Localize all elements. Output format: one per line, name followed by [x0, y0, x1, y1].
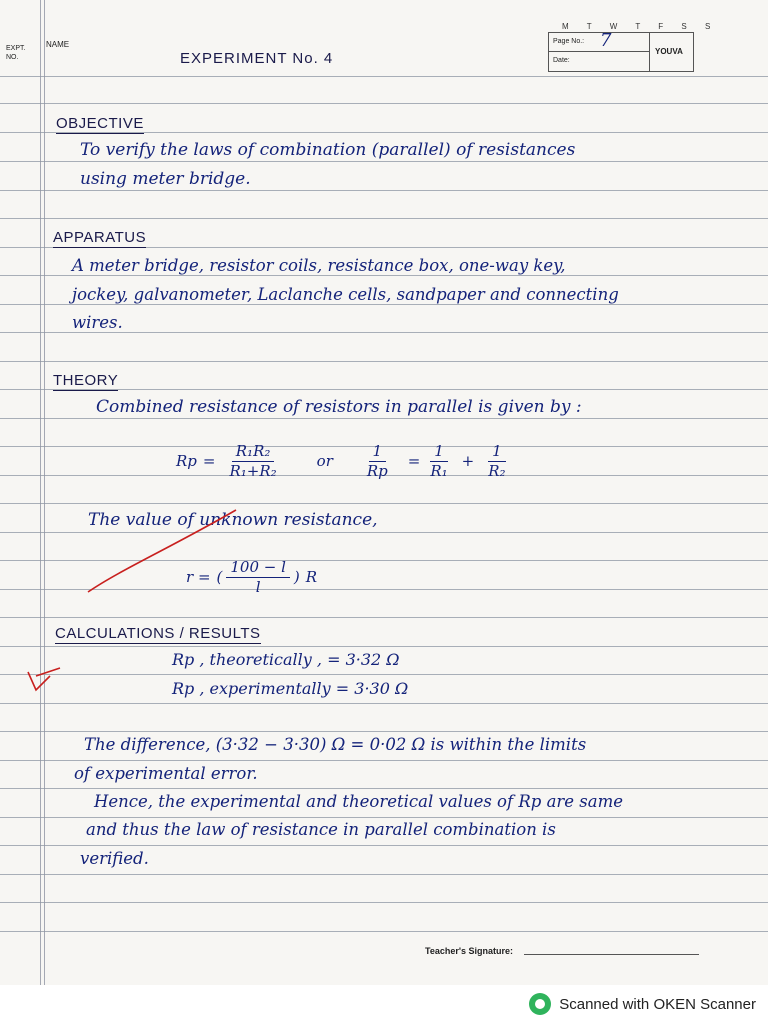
page-no-label: Page No.:	[553, 38, 585, 45]
fraction2-numerator: 100 − l	[226, 558, 290, 578]
formula-lhs: Rp	[176, 452, 197, 471]
formula-or: or	[316, 452, 333, 471]
theory-line-2: The value of unknown resistance,	[88, 510, 378, 530]
objective-line-1: To verify the laws of combination (parallel) of resistances	[80, 140, 576, 160]
one-numerator: 1	[430, 442, 448, 462]
fraction-denominator: R₁+R₂	[229, 461, 277, 480]
paren-open: (	[216, 568, 223, 587]
apparatus-line-1: A meter bridge, resistor coils, resistance box, one-way key,	[72, 256, 566, 275]
rp-denominator: Rp	[366, 461, 388, 480]
scanner-logo-icon	[529, 993, 551, 1015]
conclusion-line-1: The difference, (3·32 − 3·30) Ω = 0·02 Ω is within the limits	[84, 735, 587, 754]
weekday-letters: M T W T F S S	[562, 22, 719, 31]
conclusion-line-5: verified.	[80, 849, 149, 868]
formula2-rhs: R	[305, 568, 318, 587]
result-experimental: Rp , experimentally = 3·30 Ω	[172, 679, 409, 698]
brand-label: YOUVA	[655, 47, 683, 56]
fraction-numerator: R₁R₂	[232, 442, 275, 462]
page-no-value: 7	[600, 30, 612, 51]
experiment-title: EXPERIMENT No. 4	[180, 50, 334, 67]
paren-close: )	[293, 568, 300, 587]
signature-line	[524, 954, 699, 955]
apparatus-line-3: wires.	[72, 313, 123, 332]
one-numerator: 1	[488, 442, 506, 462]
conclusion-line-3: Hence, the experimental and theoretical values of Rp are same	[94, 792, 624, 811]
name-label: NAME	[46, 40, 70, 49]
expt-no-label: EXPT. NO.	[6, 45, 26, 61]
one-numerator: 1	[369, 442, 387, 462]
conclusion-line-2: of experimental error.	[74, 764, 258, 783]
theory-heading: THEORY	[53, 372, 119, 389]
scanner-text: Scanned with OKEN Scanner	[559, 995, 756, 1013]
formula-eq: =	[202, 452, 216, 471]
objective-line-2: using meter bridge.	[80, 169, 251, 189]
formula2-lhs: r =	[186, 568, 211, 587]
apparatus-heading: APPARATUS	[53, 229, 147, 246]
apparatus-line-2: jockey, galvanometer, Laclanche cells, sandpaper and connecting	[72, 285, 619, 304]
date-label: Date:	[553, 57, 570, 64]
r1-denominator: R₁	[430, 461, 448, 480]
r2-denominator: R₂	[488, 461, 506, 480]
formula-eq-2: =	[407, 452, 421, 471]
formula-plus: +	[461, 452, 475, 471]
fraction2-denominator: l	[255, 577, 261, 596]
theory-line-1: Combined resistance of resistors in parallel is given by :	[96, 397, 582, 417]
scanner-footer	[0, 985, 768, 1024]
scanner-watermark	[529, 993, 756, 1015]
conclusion-line-4: and thus the law of resistance in parallel combination is	[86, 820, 556, 839]
teacher-signature-label: Teacher's Signature:	[425, 946, 514, 956]
objective-heading: OBJECTIVE	[56, 115, 144, 132]
result-theoretical: Rp , theoretically , = 3·32 Ω	[172, 650, 400, 669]
results-heading: CALCULATIONS / RESULTS	[55, 625, 261, 642]
